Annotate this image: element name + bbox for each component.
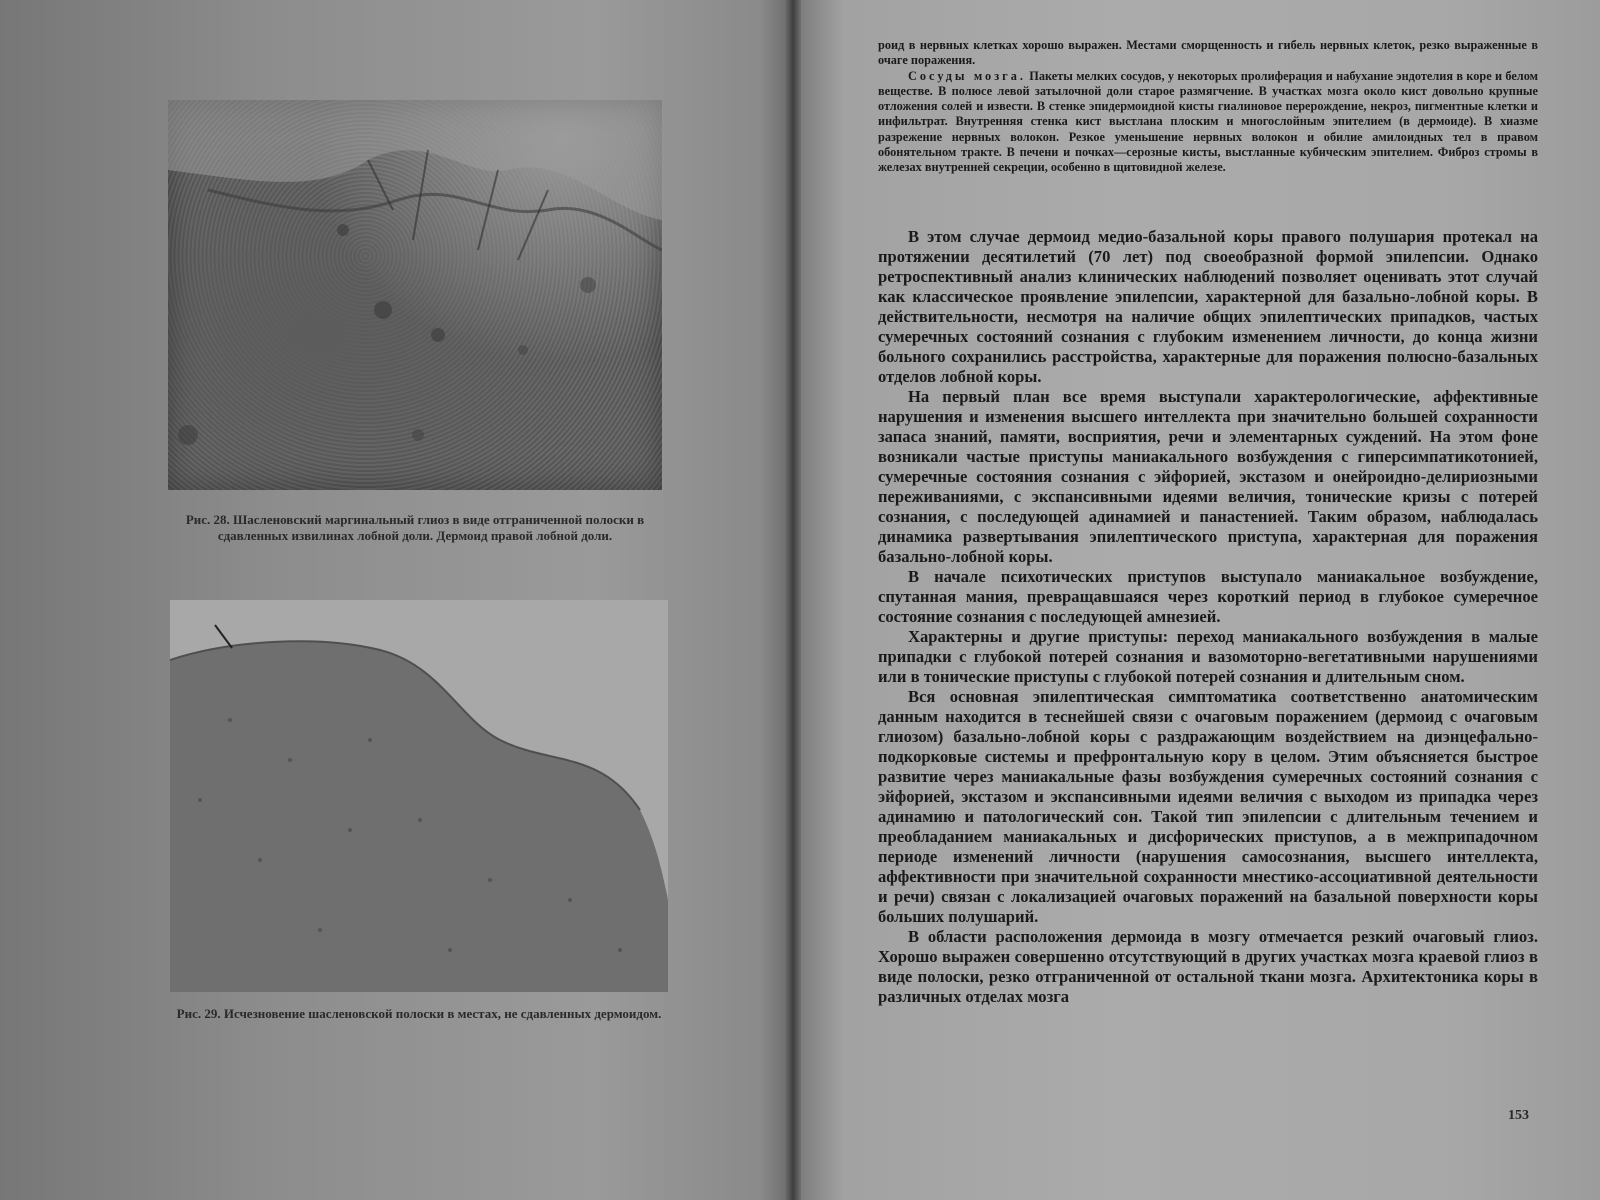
small-paragraph-1: роид в нервных клетках хорошо выражен. Местами сморщенность и гибель нервных клеток, резко выраженные в очаге поражения.	[878, 38, 1538, 68]
page-number: 153	[1508, 1108, 1529, 1123]
figure-28-texture	[168, 100, 662, 490]
figure-28-caption: Рис. 28. Шасленовский маргинальный глиоз в виде отграниченной полоски в сдавленных извилинах лобной доли. Дермоид правой лобной доли.	[185, 512, 645, 543]
small-paragraph-2-heading: Сосуды мозга.	[908, 68, 1026, 83]
main-paragraph: В области расположения дермоида в мозгу отмечается резкий очаговый глиоз. Хорошо выражен совершенно отсутствующий в других участках мозга краевой глиоз в виде полоски, резко отграниченной от остальной ткани мозга. Архитектоника коры в различных отделах мозга	[878, 927, 1538, 1006]
top-small-print-block	[878, 38, 1538, 176]
main-paragraph: В начале психотических приступов выступало маниакальное возбуждение, спутанная мания, превращавшаяся через короткий период в глубокое сумеречное состояние сознания с последующей амнезией.	[878, 567, 1538, 626]
figure-29-caption: Рис. 29. Исчезновение шасленовской полоски в местах, не сдавленных дермоидом.	[176, 1006, 662, 1021]
main-paragraph: Характерны и другие приступы: переход маниакального возбуждения в малые припадки с глубокой потерей сознания и вазомоторно-вегетативными нарушениями или в тонические приступы с глубокой потерей сознания и длительным сном.	[878, 627, 1538, 686]
figure-29-texture	[170, 600, 668, 992]
book-gutter	[785, 0, 801, 1200]
figure-29-micrograph	[170, 600, 668, 992]
main-text-block	[878, 227, 1538, 1007]
main-paragraph: В этом случае дермоид медио-базальной коры правого полушария протекал на протяжении десятилетий (70 лет) под своеобразной формой эпилепсии. Однако ретроспективный анализ клинических наблюдений позволяет оценивать этот случай как классическое проявление эпилепсии, характерной для базально-лобной коры. В действительности, несмотря на наличие общих эпилептических припадков, частых сумеречных состояний сознания с глубоким изменением личности, до конца жизни больного сохранились расстройства, характерные для поражения полюсно-базальных отделов лобной коры.	[878, 227, 1538, 386]
small-paragraph-2-body: Пакеты мелких сосудов, у некоторых пролиферация и набухание эндотелия в коре и белом веществе. В полюсе левой затылочной доли старое размягчение. В участках мозга около кист довольно крупные отложения солей и извести. В стенке эпидермоидной кисты гиалиновое перерождение, некроз, пигментные клетки и инфильтрат. Внутренняя стенка кист выстлана плоским и многослойным эпителием (в дермоиде). В хиазме разрежение нервных волокон. Резкое уменьшение нервных волокон и обилие амилоидных тел в правом обонятельном тракте. В печени и почках—серозные кисты, выстланные кубическим эпителием. Фиброз стромы в железах внутренней секреции, особенно в щитовидной железе.	[878, 68, 1538, 175]
small-paragraph-2	[878, 69, 1538, 176]
main-paragraph: Вся основная эпилептическая симптоматика соответственно анатомическим данным находится в теснейшей связи с очаговым поражением (дермоид с очаговым глиозом) базально-лобной коры с раздражающим воздействием на диэнцефально-подкорковые системы и префронтальную кору в целом. Этим объясняется быстрое развитие через маниакальные фазы возбуждения сумеречных состояний сознания с эйфорией, экстазом и экспансивными идеями величия с выходом из припадка через адинамию и патологический сон. Такой тип эпилепсии с длительным течением и преобладанием маниакальных и дисфорических приступов, а в межприпадочном периоде изменений личности (нарушения самосознания, высшего интеллекта, аффективности при значительной сохранности мнестико-ассоциативной деятельности и речи) связан с локализацией очаговых поражений на базальной поверхности коры больших полушарий.	[878, 687, 1538, 926]
main-paragraph: На первый план все время выступали характерологические, аффективные нарушения и изменения высшего интеллекта при значительно большей сохранности запаса знаний, памяти, восприятия, речи и элементарных суждений. На этом фоне возникали частые приступы маниакального возбуждения с гиперсимпатикотонией, сумеречные состояния сознания с эйфорией, экстазом и онейроидно-делириозными переживаниями, с экспансивными идеями величия, тонические кризы с потерей сознания, с последующей адинамией и панастенией. Таким образом, наблюдалась динамика развертывания эпилептического приступа, характерная для поражения базально-лобной коры.	[878, 387, 1538, 566]
figure-28-micrograph	[168, 100, 662, 490]
